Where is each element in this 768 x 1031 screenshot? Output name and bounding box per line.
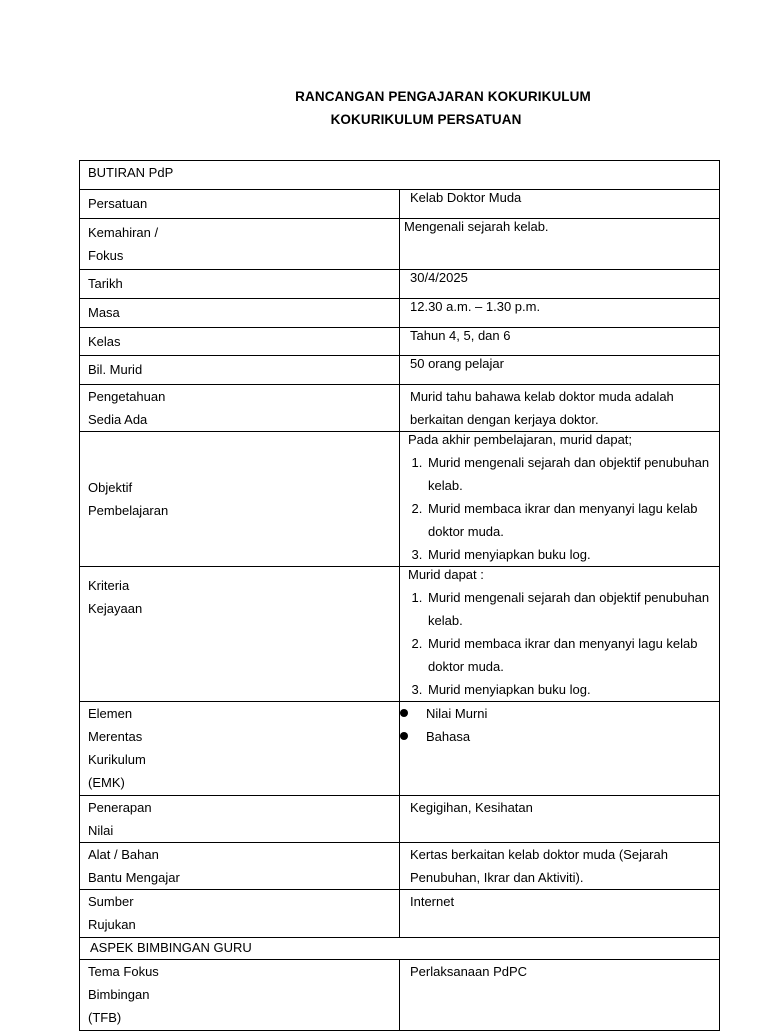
section-aspek-text: ASPEK BIMBINGAN GURU	[90, 940, 252, 955]
table-row-kriteria	[80, 567, 720, 702]
label-kriteria	[80, 567, 400, 702]
label-alat-line-2: Bantu Mengajar	[88, 870, 180, 885]
value-kriteria	[400, 567, 720, 702]
table-row-kemahiran	[80, 219, 720, 270]
value-kelas-text: Tahun 4, 5, dan 6	[410, 328, 511, 343]
list-item: 2. Murid membaca ikrar dan menyanyi lagu kelab doktor muda.	[426, 632, 719, 678]
label-tfb-line-1: Tema Fokus	[88, 964, 159, 979]
label-objektif-line-2: Pembelajaran	[88, 503, 169, 518]
label-emk-line-1: Elemen	[88, 706, 133, 721]
table-row-tfb	[80, 960, 720, 1031]
label-alat	[80, 843, 400, 890]
label-masa: Masa	[80, 299, 400, 328]
table-row-objektif	[80, 432, 720, 567]
list-item	[400, 725, 719, 748]
table-row-pengetahuan	[80, 385, 720, 432]
value-emk	[400, 702, 720, 796]
emk-item-text: Nilai Murni	[426, 706, 488, 721]
kriteria-intro: Murid dapat :	[408, 567, 484, 582]
bullet-icon	[400, 732, 408, 740]
label-tfb-line-2: Bimbingan	[88, 987, 150, 1002]
lesson-plan-table	[79, 160, 720, 1031]
label-pengetahuan	[80, 385, 400, 432]
value-pengetahuan: Murid tahu bahawa kelab doktor muda adalah berkaitan dengan kerjaya doktor.	[400, 385, 720, 432]
document-title: RANCANGAN PENGAJARAN KOKURIKULUM	[295, 89, 591, 104]
label-pengetahuan-line-1: Pengetahuan	[88, 389, 166, 404]
table-row-nilai	[80, 796, 720, 843]
emk-list	[400, 702, 719, 748]
label-pengetahuan-line-2: Sedia Ada	[88, 412, 148, 427]
value-alat: Kertas berkaitan kelab doktor muda (Sejarah Penubuhan, Ikrar dan Aktiviti).	[400, 843, 720, 890]
label-emk-line-4: (EMK)	[88, 775, 125, 790]
value-objektif	[400, 432, 720, 567]
label-kemahiran-line-1: Kemahiran /	[88, 225, 159, 240]
label-sumber-line-2: Rujukan	[88, 917, 136, 932]
list-item: 1. Murid mengenali sejarah dan objektif penubuhan kelab.	[426, 451, 719, 497]
label-tfb	[80, 960, 400, 1031]
value-tarikh-text: 30/4/2025	[410, 270, 468, 285]
label-emk	[80, 702, 400, 796]
value-kemahiran	[400, 219, 720, 270]
label-emk-line-2: Merentas	[88, 729, 143, 744]
table-row-bil-murid	[80, 356, 720, 385]
label-tfb-line-3: (TFB)	[88, 1010, 122, 1025]
value-persatuan-text: Kelab Doktor Muda	[410, 190, 522, 205]
table-row-sumber	[80, 890, 720, 938]
value-bil-murid	[400, 356, 720, 385]
label-kemahiran-line-2: Fokus	[88, 248, 124, 263]
bullet-icon	[400, 709, 408, 717]
value-bil-murid-text: 50 orang pelajar	[410, 356, 504, 371]
value-tfb: Perlaksanaan PdPC	[400, 960, 720, 1031]
section-butiran-text: BUTIRAN PdP	[88, 165, 174, 180]
list-item: 3. Murid menyiapkan buku log.	[426, 678, 719, 701]
label-nilai	[80, 796, 400, 843]
value-masa-text: 12.30 a.m. – 1.30 p.m.	[410, 299, 541, 314]
value-kemahiran-text: Mengenali sejarah kelab.	[404, 219, 549, 234]
document-subtitle: KOKURIKULUM PERSATUAN	[330, 112, 522, 127]
label-bil-murid: Bil. Murid	[80, 356, 400, 385]
label-objektif-line-1: Objektif	[88, 480, 133, 495]
objektif-intro: Pada akhir pembelajaran, murid dapat;	[408, 432, 633, 447]
section-aspek	[80, 938, 720, 960]
label-nilai-line-2: Nilai	[88, 823, 114, 838]
value-nilai: Kegigihan, Kesihatan	[400, 796, 720, 843]
label-kelas: Kelas	[80, 328, 400, 356]
section-header-row	[80, 938, 720, 960]
label-kriteria-line-2: Kejayaan	[88, 601, 143, 616]
label-emk-line-3: Kurikulum	[88, 752, 146, 767]
label-persatuan: Persatuan	[80, 190, 400, 219]
list-item: 3. Murid menyiapkan buku log.	[426, 543, 719, 566]
emk-item-text: Bahasa	[426, 729, 471, 744]
label-alat-line-1: Alat / Bahan	[88, 847, 159, 862]
label-sumber	[80, 890, 400, 938]
table-row-alat	[80, 843, 720, 890]
kriteria-list	[408, 586, 719, 701]
label-sumber-line-1: Sumber	[88, 894, 134, 909]
list-item: 1. Murid mengenali sejarah dan objektif penubuhan kelab.	[426, 586, 719, 632]
label-kriteria-line-1: Kriteria	[88, 578, 130, 593]
label-objektif	[80, 432, 400, 567]
list-item	[400, 702, 719, 725]
list-item: 2. Murid membaca ikrar dan menyanyi lagu kelab doktor muda.	[426, 497, 719, 543]
label-kemahiran	[80, 219, 400, 270]
objektif-list	[408, 451, 719, 566]
label-tarikh: Tarikh	[80, 270, 400, 299]
value-sumber: Internet	[400, 890, 720, 938]
label-nilai-line-1: Penerapan	[88, 800, 152, 815]
table-row-emk	[80, 702, 720, 796]
